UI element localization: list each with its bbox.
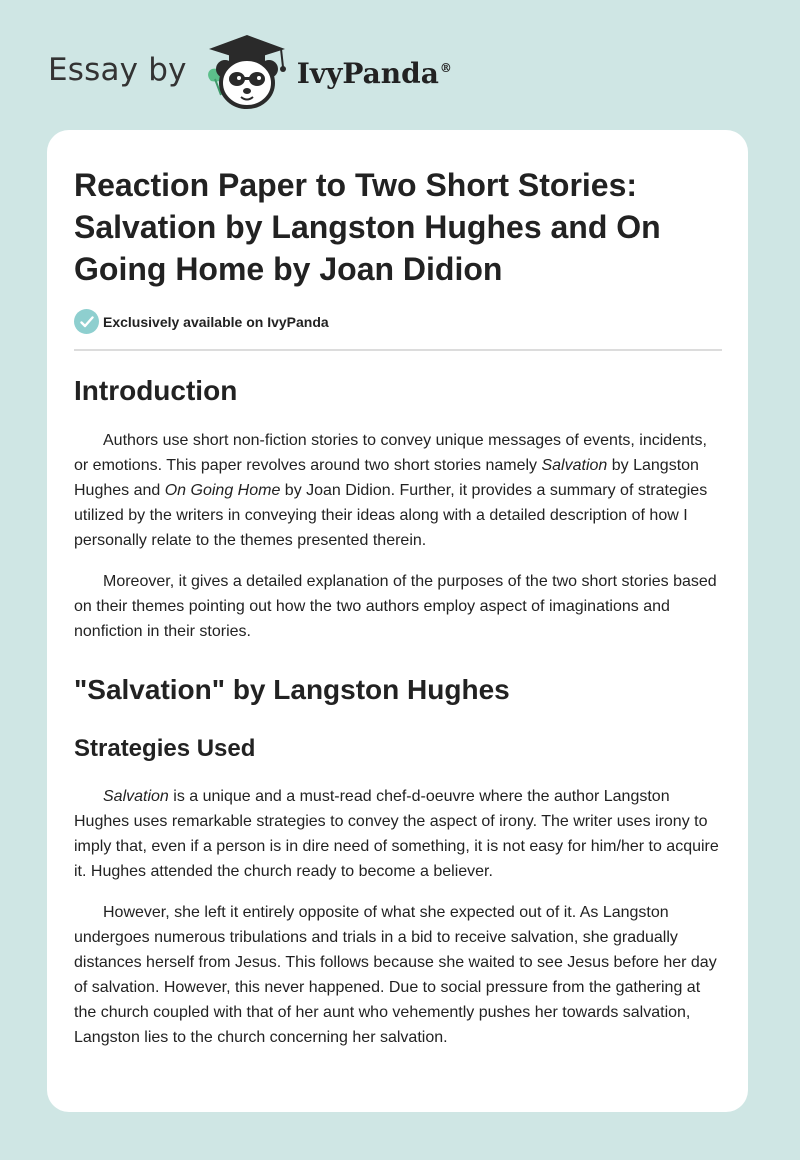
intro-paragraph-2: Moreover, it gives a detailed explanation of the purposes of the two short stories based on their themes pointing out how the two authors employ aspect of imaginations and nonfiction in their stories. bbox=[74, 573, 717, 640]
article-card bbox=[47, 130, 748, 1112]
strategies-heading: Strategies Used bbox=[74, 735, 256, 762]
title-on-going-home: On Going Home bbox=[164, 482, 281, 499]
article-title: Reaction Paper to Two Short Stories: Salvation by Langston Hughes and On Going Home by Joan Didion bbox=[74, 167, 661, 287]
exclusive-badge bbox=[74, 309, 722, 334]
title-divider bbox=[74, 349, 722, 351]
exclusive-badge-label: Exclusively available on IvyPanda bbox=[103, 313, 329, 330]
check-icon bbox=[74, 309, 99, 334]
intro-paragraph-1: Authors use short non-fiction stories to convey unique messages of events, incidents, or emotions. This paper revolves around two short stories namely Salvation by Langston Hughes and On Going Home by Joan Didion. Further, it provides a summary of strategies utilized by the writers in conveying their ideas along with a detailed description of how I personally relate to the themes presented therein. bbox=[74, 432, 708, 549]
title-salvation: Salvation bbox=[541, 457, 608, 474]
strategies-paragraph-2: However, she left it entirely opposite of what she expected out of it. As Langston undergoes numerous tribulations and trials in a bid to receive salvation, she gradually distances herself from Jesus. This follows because she waited to see Jesus before her day of salvation. However, this never happened. Due to social pressure from the gathering at the church coupled with that of her aunt who vehemently pushes her towards salvation, Langston lies to the church concerning her salvation. bbox=[74, 904, 717, 1046]
strategies-paragraph-1: Salvation is a unique and a must-read chef-d-oeuvre where the author Langston Hughes uses remarkable strategies to convey the aspect of irony. The writer uses irony to imply that, even if a person is in dire need of something, it is not easy for him/her to acquire it. Hughes attended the church ready to become a believer. bbox=[74, 788, 719, 880]
salvation-heading: "Salvation" by Langston Hughes bbox=[74, 674, 510, 705]
site-header bbox=[48, 32, 452, 112]
ivypanda-logo[interactable] bbox=[203, 33, 452, 111]
essay-by-label: Essay by bbox=[48, 52, 187, 88]
panda-logo-icon bbox=[203, 33, 291, 111]
title-salvation: Salvation bbox=[103, 788, 169, 805]
brand-name: IvyPanda® bbox=[296, 56, 452, 90]
introduction-heading: Introduction bbox=[74, 375, 238, 406]
registered-mark: ® bbox=[439, 61, 452, 76]
